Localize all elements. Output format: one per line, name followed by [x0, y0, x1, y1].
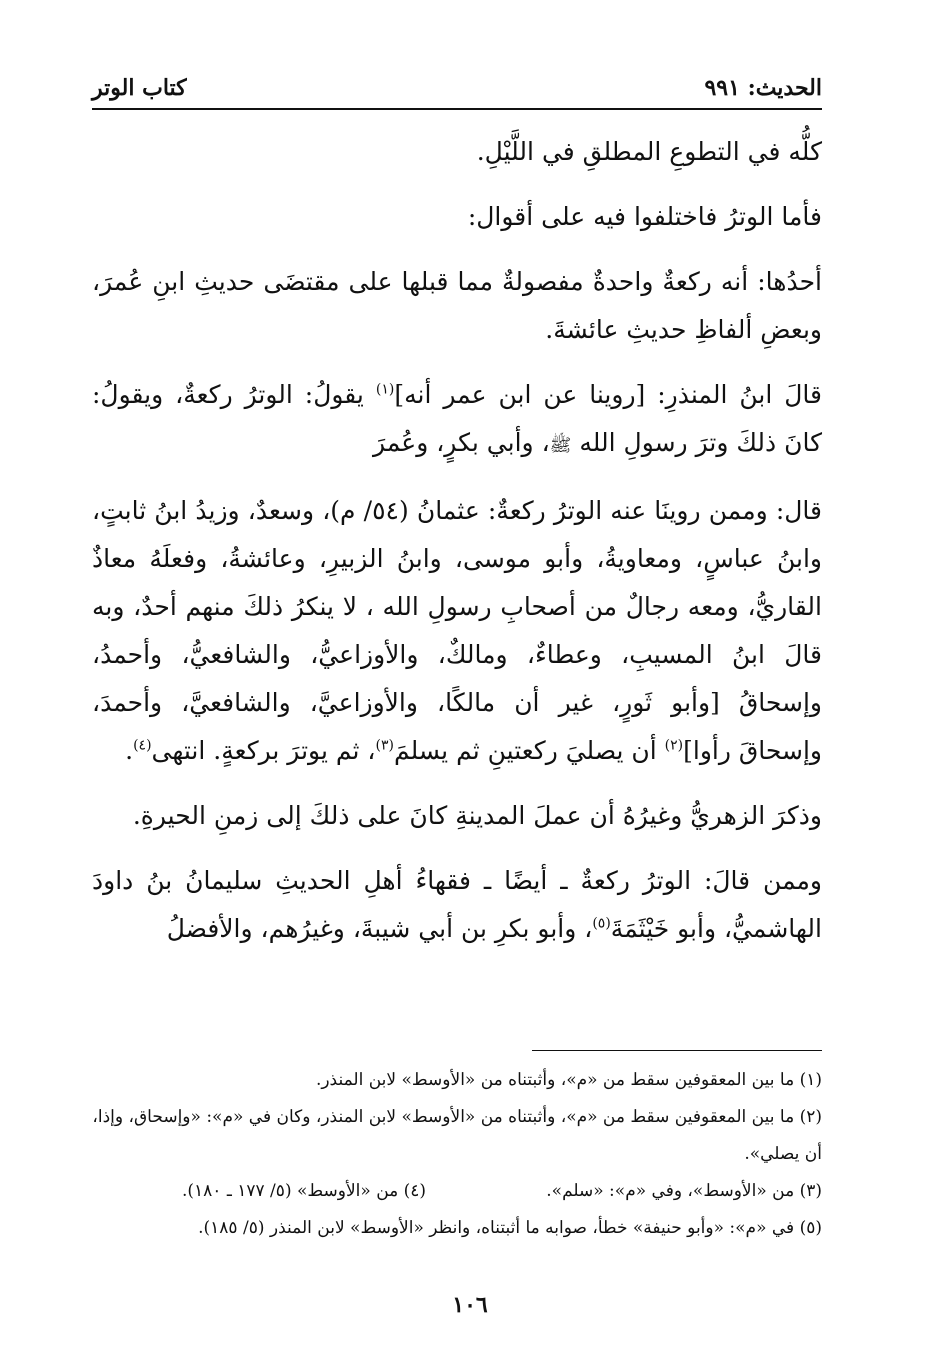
footnote-ref-5[interactable]: (٥) [592, 915, 611, 932]
paragraph-text: قالَ ابنُ المنذرِ: [روينا عن ابن عمر أنه] [394, 380, 822, 409]
hadith-number: الحديث: ٩٩١ [704, 75, 822, 101]
footnotes [92, 1062, 822, 1247]
paragraph [92, 128, 822, 176]
running-header [92, 70, 822, 106]
page-number: ١٠٦ [452, 1292, 488, 1318]
paragraph-text: أحدُها: أنه ركعةٌ واحدةٌ مفصولةٌ مما قبلها على مقتضَى حديثِ ابنِ عُمرَ، وبعضِ ألفاظِ حديثِ عائشةَ. [92, 267, 822, 344]
paragraph-text: فأما الوترُ فاختلفوا فيه على أقوال: [467, 202, 822, 231]
paragraph-text: وممن قالَ: الوترُ ركعةٌ ـ أيضًا ـ فقهاءُ أهلِ الحديثِ سليمانُ بنُ داودَ الهاشميُّ، وأبو خَيْثَمَةَ [92, 866, 822, 943]
footnote-1: (١) ما بين المعقوفين سقط من «م»، وأثبتناه من «الأوسط» لابن المنذر. [315, 1070, 822, 1090]
paragraph [92, 258, 822, 354]
paragraph-text: قال: وممن روينَا عنه الوترُ ركعةٌ: عثمانُ (٥٤/ م)، وسعدٌ، وزيدُ ابنُ ثابتٍ، وابنُ عباسٍ، ومعاويةُ، وأبو موسى، وابنُ الزبيرِ، وعائشةُ، وفعلَهُ معاذٌ القاريُّ، ومعه رجالٌ من أصحابِ رسولِ الله ، لا ينكرُ ذلكَ منهم أحدٌ، وبه قالَ ابنُ المسيبِ، وعطاءٌ، ومالكٌ، والأوزاعيُّ، والشافعيُّ، وأحمدُ، وإسحاقُ [وأبو ثَورٍ، غير أن مالكًا، والأوزاعيَّ، والشافعيَّ، وأحمدَ، وإسحاقَ رأوا] [92, 496, 822, 765]
paragraph [92, 371, 822, 470]
footnote-3: (٣) من «الأوسط»، وفي «م»: «سلم». [546, 1181, 822, 1201]
footnote-4: (٤) من «الأوسط» (٥/ ١٧٧ ـ ١٨٠). [182, 1181, 427, 1201]
paragraph-text: وذكرَ الزهريُّ وغيرُهُ أن عملَ المدينةِ كانَ على ذلكَ إلى زمنِ الحيرةِ. [132, 801, 822, 830]
paragraph-text: . [125, 736, 134, 765]
paragraph [92, 487, 822, 775]
main-text [92, 128, 822, 970]
header-rule [92, 108, 822, 110]
paragraph [92, 857, 822, 953]
paragraph-text: ، ثم يوترَ بركعةٍ. انتهى [151, 736, 376, 765]
book-title: كتاب الوتر [92, 75, 187, 101]
footnote-rule [532, 1050, 822, 1051]
footnote-row [182, 1173, 822, 1210]
paragraph [92, 792, 822, 840]
footnote-ref-2[interactable]: (٢) [664, 737, 684, 754]
footnote-5: (٥) في «م»: «وأبو حنيفة» خطأ، صوابه ما أثبتناه، وانظر «الأوسط» لابن المنذر (٥/ ١٨٥). [198, 1218, 822, 1238]
salutation-glyph: ﷺ [549, 435, 572, 456]
paragraph [92, 193, 822, 241]
paragraph-text: يقولُ: الوترُ ركعةٌ، ويقولُ: كانَ ذلكَ وترَ رسولِ الله [92, 380, 822, 457]
footnote-2: (٢) ما بين المعقوفين سقط من «م»، وأثبتناه من «الأوسط» لابن المنذر، وكان في «م»: «وإسحاق، وإذا، أن يصلي». [92, 1107, 822, 1164]
footnote-ref-4[interactable]: (٤) [133, 737, 152, 754]
paragraph-text: ، وأبو بكرِ بن أبي شيبةَ، وغيرُهم، والأفضلُ [166, 914, 593, 943]
footnote-ref-3[interactable]: (٣) [375, 737, 394, 754]
paragraph-text: ، وأبي بكرٍ، وعُمرَ [373, 428, 550, 457]
paragraph-text: كلُّه في التطوعِ المطلقِ في اللَّيْلِ. [476, 137, 822, 166]
paragraph-text: أن يصليَ ركعتينِ ثم يسلمَ [393, 736, 665, 765]
footnote-ref-1[interactable]: (١) [375, 381, 395, 398]
